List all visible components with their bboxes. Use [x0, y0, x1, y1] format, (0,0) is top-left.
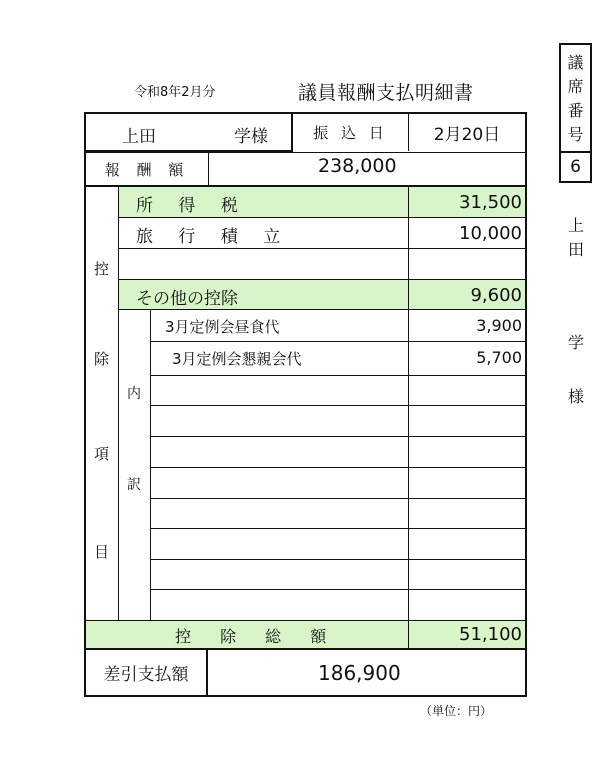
- travel-savings-amount: 10,000: [459, 223, 522, 244]
- transfer-date-label: 振 込 日: [293, 114, 409, 151]
- salary-label-divider: [208, 152, 209, 185]
- total-deduction-label: 控 除 総 額: [175, 627, 339, 646]
- deduction-label-char: 除: [94, 350, 110, 368]
- row-divider: [150, 467, 525, 468]
- row-divider: [150, 375, 525, 376]
- amount-column-divider: [408, 186, 409, 649]
- row-divider: [150, 436, 525, 437]
- breakdown-label-char: 内: [127, 386, 141, 402]
- salary-amount: 238,000: [318, 155, 397, 177]
- recipient-name: 上田: [122, 127, 156, 147]
- deduction-label-char: 項: [94, 445, 110, 463]
- transfer-date: 2月20日: [433, 125, 501, 145]
- deduction-label-char: 控: [94, 260, 110, 278]
- page-title: 議員報酬支払明細書: [298, 82, 474, 104]
- row-divider: [119, 217, 525, 218]
- side-suffix-char: 学: [568, 333, 585, 352]
- recipient-honorific: 学様: [234, 127, 268, 147]
- row-divider: [119, 248, 525, 249]
- other-deduction-label: その他の控除: [136, 289, 238, 309]
- row-divider: [150, 559, 525, 560]
- breakdown-item-label: 3月定例会昼食代: [165, 318, 280, 336]
- income-tax-label: 所 得 税: [136, 196, 248, 216]
- row-divider: [150, 528, 525, 529]
- salary-label: 報 酬 額: [104, 160, 190, 179]
- deduction-label-char: 目: [94, 543, 110, 561]
- unit-note: （単位：円）: [420, 704, 493, 718]
- recipient-name-cell: [84, 112, 293, 152]
- row-divider: [150, 589, 525, 590]
- side-suffix-char: 様: [568, 387, 585, 406]
- other-deduction-amount: 9,600: [470, 285, 522, 306]
- breakdown-item-label: 3月定例会懇親会代: [172, 350, 302, 368]
- seat-label-char: 号: [567, 125, 584, 144]
- breakdown-item-amount: 5,700: [476, 348, 522, 367]
- amount-column-divider: [408, 621, 409, 648]
- deduction-side-divider: [118, 186, 119, 620]
- net-payment-amount: 186,900: [318, 661, 401, 685]
- row-divider: [119, 309, 525, 310]
- amount-column-divider: [408, 187, 409, 217]
- date-period: 令和8年2月分: [134, 85, 216, 100]
- row-divider: [150, 341, 525, 342]
- travel-savings-label: 旅 行 積 立: [136, 227, 291, 247]
- total-deduction-amount: 51,100: [459, 624, 522, 645]
- seat-number-label-box: [559, 43, 592, 153]
- seat-label-char: 席: [567, 77, 584, 96]
- net-payment-label: 差引支払額: [103, 665, 189, 685]
- breakdown-side-divider: [150, 310, 151, 620]
- income-tax-amount: 31,500: [459, 192, 522, 213]
- amount-column-divider: [408, 280, 409, 309]
- breakdown-label-char: 訳: [127, 477, 141, 493]
- breakdown-item-amount: 3,900: [476, 316, 522, 335]
- seat-label-char: 議: [567, 53, 584, 72]
- seat-label-char: 番: [567, 101, 584, 120]
- side-name-char: 田: [568, 240, 585, 259]
- side-name-char: 上: [568, 216, 585, 235]
- seat-number-box: 6: [559, 151, 592, 183]
- row-divider: [150, 405, 525, 406]
- row-divider: [150, 498, 525, 499]
